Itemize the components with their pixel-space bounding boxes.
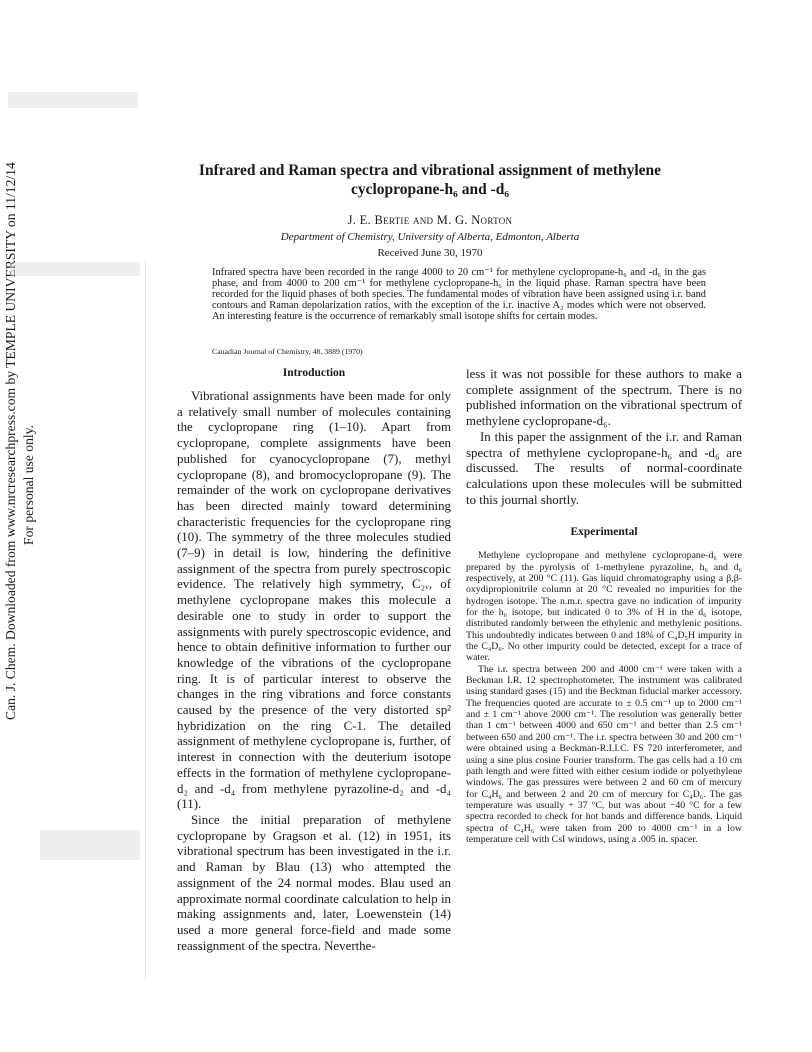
intro-paragraph-3: less it was not possible for these authors to make a complete assignment of the spectrum. There is no published information on the vibrational spectrum of methylene cyclopropane-d₆. [466,367,742,429]
download-notice-line1: Can. J. Chem. Downloaded from www.nrcresearchpress.com by TEMPLE UNIVERSITY on 11/12/14 [3,162,18,720]
download-notice [2,162,42,720]
scan-artifact [10,262,140,276]
left-column [177,367,451,954]
experimental-heading: Experimental [570,526,638,539]
scan-artifact [40,830,140,860]
authors: J. E. Bertie and M. G. Norton [347,213,513,227]
margin-line [145,260,146,980]
experimental-paragraph-2: The i.r. spectra between 200 and 4000 cm⁻¹ were taken with a Beckman I.R. 12 spectrophotometer. The instrument was calibrated using standard gases (15) and the Beckman fiducial marker accessory. The frequencies quoted are accurate to ± 0.5 cm⁻¹ up to 2000 cm⁻¹ and ± 1 cm⁻¹ above 2000 cm⁻¹. The resolution was generally better than 1 cm⁻¹ between 4000 and 650 cm⁻¹ and better than 2.5 cm⁻¹ between 650 and 200 cm⁻¹. The i.r. spectra between 30 and 200 cm⁻¹ were obtained using a Beckman-R.I.I.C. FS 720 interferometer, and using a sine plus cosine Fourier transform. The gas cells had a 10 cm path length and were fitted with either cesium iodide or polyethylene windows. The gas pressures were between 2 and 60 cm of mercury for C₄H₆ and between 2 and 20 cm of mercury for C₄D₆. The gas temperature was usually + 37 °C, but was about −40 °C for a few spectra recorded to check for hot bands and difference bands. Liquid spectra of C₄H₆ were taken from 200 to 4000 cm⁻¹ in a low temperature cell with CsI windows, using a .005 in. spacer. [466,663,742,845]
intro-paragraph-2: Since the initial preparation of methylene cyclopropane by Gragson et al. (12) in 1951, its vibrational spectrum has been investigated in the i.r. and Raman by Blau (13) who attempted the assignment of the 24 normal modes. Blau used an approximate normal coordinate calculation to help in making assignments and, later, Loewenstein (14) used a more general force-field and made some reassignment of the spectra. Neverthe- [177,812,451,953]
abstract: Infrared spectra have been recorded in the range 4000 to 20 cm⁻¹ for methylene cyclopropane-h₆ and -d₆ in the gas phase, and from 4000 to 200 cm⁻¹ for methylene cyclopropane-h₆ in the liquid phase. Raman spectra have been recorded for the liquid phases of both species. The fundamental modes of vibration have been assigned using i.r. band contours and Raman depolarization ratios, with the exception of the i.r. inactive A₂ modes which were not observed. An interesting feature is the occurrence of remarkably small isotope shifts for certain modes. [212,267,706,322]
experimental-paragraph-1: Methylene cyclopropane and methylene cyclopropane-d₆ were prepared by the pyrolysis of 1-methylene pyrazoline, h₆ and d₆ respectively, at 200 °C (11). Gas liquid chromatography using a β,β-oxydipropionitrile column at 20 °C revealed no impurities for the hydrogen isotope. The n.m.r. spectra gave no indication of impurity for the h₆ isotope, but indicated 0 to 3% of H in the d₆ isotope, distributed randomly between the ethylenic and methylenic positions. This undoubtedly indicates between 0 and 18% of C₄D₅H impurity in the C₄D₆. No other impurity could be detected, except for a trace of water. [466,550,742,664]
article-title [150,161,710,199]
title-line1: Infrared and Raman spectra and vibrational assignment of methylene [198,162,662,179]
received-date: Received June 30, 1970 [377,247,483,259]
intro-paragraph-4: In this paper the assignment of the i.r. and Raman spectra of methylene cyclopropane-h₆ and -d₆ are discussed. The results of normal-coordinate calculations upon these molecules will be submitted to this journal shortly. [466,429,742,507]
journal-citation: Canadian Journal of Chemistry, 48, 3889 (1970) [212,347,363,356]
intro-paragraph-1: Vibrational assignments have been made for only a relatively small number of molecules containing the cyclopropane ring (1–10). Apart from cyclopropane, complete assignments have been published for cyanocyclopropane (7), methyl cyclopropane (8), and bromocyclopropane (9). The remainder of the work on cyclopropane derivatives has been directed mainly toward determining characteristic frequencies for the cyclopropane ring (10). The symmetry of the three molecules studied (7–9) in detail is low, hindering the definitive assignment of the spectra from purely spectroscopic evidence. The relatively high symmetry, C₂ᵥ, of methylene cyclopropane makes this molecule a desirable one to study in order to support the assignments with purely spectroscopic evidence, and hence to obtain definitive information to further our knowledge of the vibrations of the cyclopropane ring. It is of particular interest to observe the changes in the ring vibrations and force constants caused by the presence of the very distorted sp² hybridization on the ring C-1. The detailed assignment of methylene cyclopropane is, further, of interest in connection with the deuterium isotope effects in the formation of methylene cyclopropane-d₂ and -d₄ from methylene pyrazoline-d₂ and -d₄ (11). [177,389,451,812]
scan-artifact [8,92,138,108]
title-line2: cyclopropane-h₆ and -d₆ [350,181,509,198]
introduction-heading: Introduction [282,367,346,379]
download-notice-line2: For personal use only. [21,425,36,545]
right-column [466,367,742,845]
affiliation: Department of Chemistry, University of Alberta, Edmonton, Alberta [280,231,580,243]
